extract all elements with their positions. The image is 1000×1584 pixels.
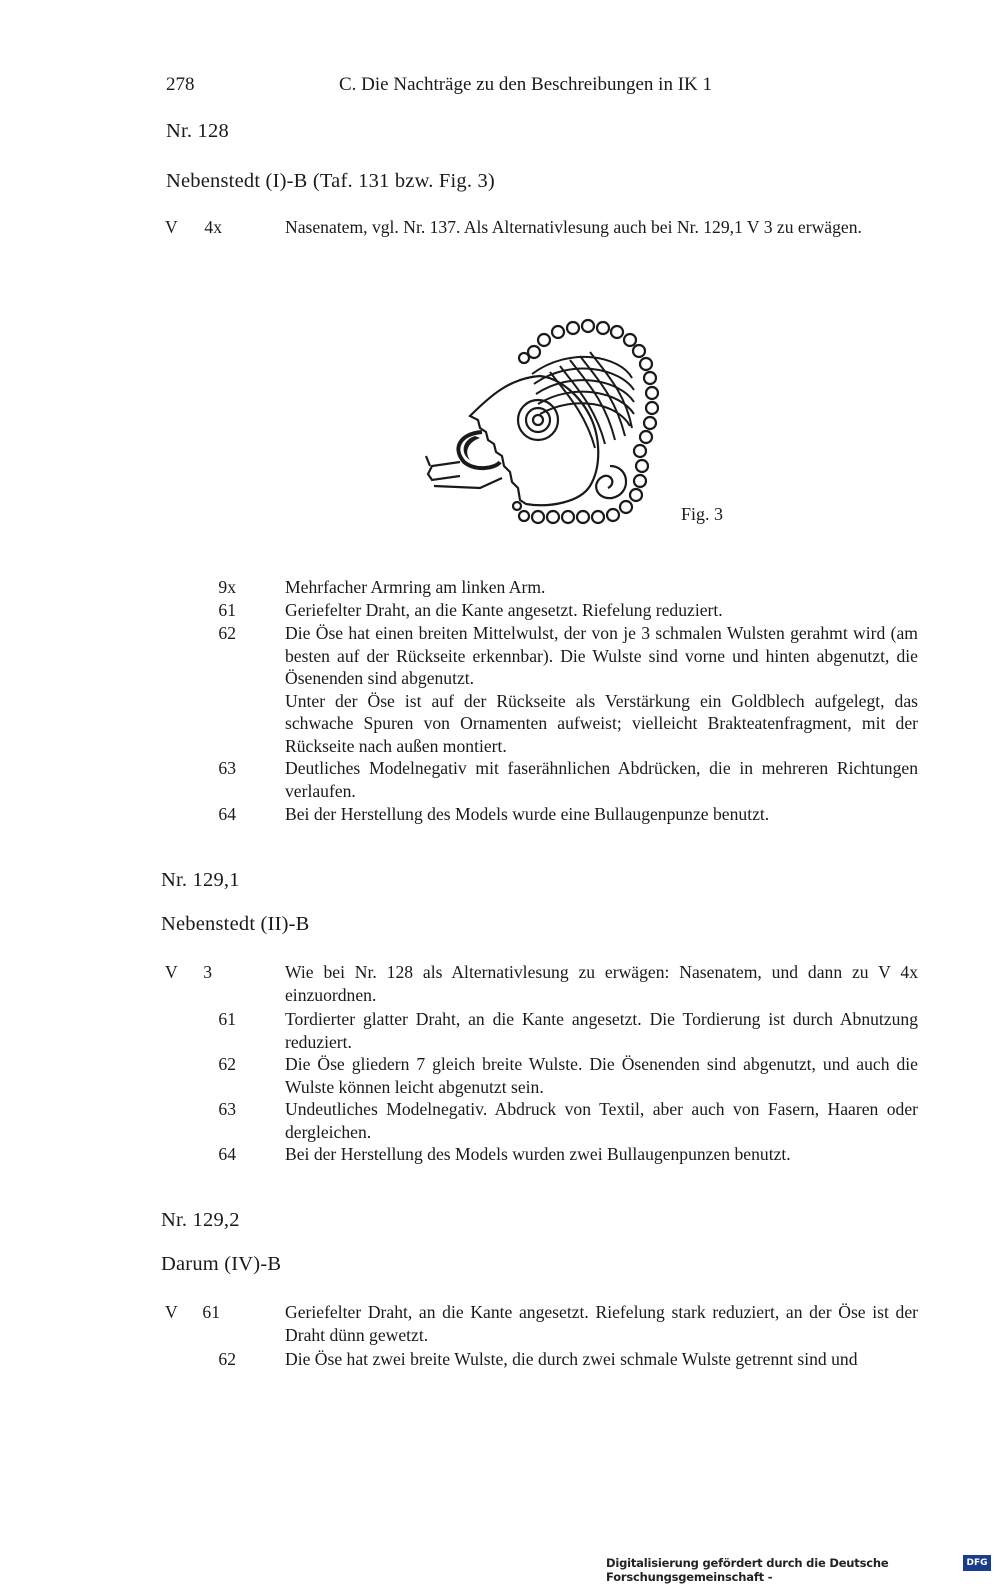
entry-paragraph: Die Öse hat einen breiten Mittelwulst, der von je 3 schmalen Wulsten gerahmt wird (am besten auf der Rückseite erkennbar). Die Wulste sind vorne und hinten abgenutzt, die Ösenenden sind abgenutzt. [285, 623, 918, 688]
entry-text [285, 1348, 918, 1371]
spiral-ornament [596, 466, 626, 498]
digitization-credit: Digitalisierung gefördert durch die Deutsche Forschungsgemeinschaft - [606, 1556, 889, 1584]
section-number: Nr. 129,2 [161, 1209, 240, 1231]
entry-code: 61 [218, 600, 236, 620]
entry-category: V [165, 962, 178, 982]
dfg-logo: DFG [963, 1555, 991, 1571]
entry-paragraph: Geriefelter Draht, an die Kante angesetzt. Riefelung stark reduziert, an der Öse ist der Draht dünn gewetzt. [285, 1302, 918, 1345]
entry-code: 4x [204, 217, 222, 237]
entry-code: 9x [218, 577, 236, 597]
entry-paragraph: Deutliches Modelnegativ mit faserähnlichen Abdrücken, die in mehreren Richtungen verlaufen. [285, 758, 918, 801]
entry-text [285, 1053, 918, 1098]
entry-text [285, 216, 918, 239]
running-title: C. Die Nachträge zu den Beschreibungen in IK 1 [339, 74, 713, 95]
entry-code: 63 [218, 1099, 236, 1119]
running-header [166, 74, 926, 102]
entry-paragraph: Die Öse hat zwei breite Wulste, die durch zwei schmale Wulste getrennt sind und [285, 1349, 858, 1369]
entry-code: 3 [203, 962, 212, 982]
section-site-title: Darum (IV)-B [161, 1253, 282, 1275]
entry-paragraph: Geriefelter Draht, an die Kante angesetzt. Riefelung reduziert. [285, 600, 723, 620]
entry-text [285, 1301, 918, 1346]
entry-category: V [165, 1302, 178, 1322]
entry-text [285, 599, 918, 622]
figure-caption: Fig. 3 [681, 504, 724, 524]
entry-paragraph: Die Öse gliedern 7 gleich breite Wulste. Die Ösenenden sind abgenutzt, und auch die Wulste können leicht abgenutzt sein. [285, 1054, 918, 1097]
entry-paragraph: Bei der Herstellung des Models wurden zwei Bullaugenpunzen benutzt. [285, 1144, 791, 1164]
section-site-title: Nebenstedt (II)-B [161, 913, 310, 935]
entry-category: V [165, 217, 178, 237]
section-site-title: Nebenstedt (I)-B (Taf. 131 bzw. Fig. 3) [166, 170, 495, 192]
section-number: Nr. 128 [166, 120, 229, 142]
entry-code: 62 [218, 1054, 236, 1074]
entry-code: 64 [218, 1144, 236, 1164]
entry-code: 61 [202, 1302, 220, 1322]
entry-paragraph: Unter der Öse ist auf der Rückseite als Verstärkung ein Goldblech aufgelegt, das schwache Spuren von Ornamenten aufweist; vielleicht Brakteatenfragment, mit der Rückseite nach außen montiert. [285, 690, 918, 756]
entry-paragraph: Tordierter glatter Draht, an die Kante angesetzt. Die Tordierung ist durch Abnutzung reduziert. [285, 1009, 918, 1052]
hair-strands [532, 352, 634, 448]
entry-text [285, 1143, 918, 1166]
bracteate-head-drawing [420, 316, 660, 531]
entry-text [285, 576, 918, 599]
entry-text [285, 961, 918, 1006]
entry-text [285, 1008, 918, 1053]
entry-paragraph: Mehrfacher Armring am linken Arm. [285, 577, 546, 597]
entry-text [285, 803, 918, 826]
entry-code: 63 [218, 758, 236, 778]
entry-code: 61 [218, 1009, 236, 1029]
eye-icon [518, 400, 558, 440]
entry-code: 62 [218, 1349, 236, 1369]
page-number: 278 [166, 74, 195, 95]
entry-code: 62 [218, 623, 236, 643]
entry-paragraph: Undeutliches Modelnegativ. Abdruck von Textil, aber auch von Fasern, Haaren oder dergleichen. [285, 1099, 918, 1142]
entry-text [285, 1098, 918, 1143]
entry-paragraph: Bei der Herstellung des Models wurde eine Bullaugenpunze benutzt. [285, 804, 770, 824]
entry-code: 64 [218, 804, 236, 824]
section-number: Nr. 129,1 [161, 869, 240, 891]
entry-text [285, 757, 918, 802]
entry-paragraph: Wie bei Nr. 128 als Alternativlesung zu erwägen: Nasenatem, und dann zu V 4x einzuordnen. [285, 962, 918, 1005]
entry-text [285, 622, 918, 757]
entry-paragraph: Nasenatem, vgl. Nr. 137. Als Alternativlesung auch bei Nr. 129,1 V 3 zu erwägen. [285, 217, 862, 237]
